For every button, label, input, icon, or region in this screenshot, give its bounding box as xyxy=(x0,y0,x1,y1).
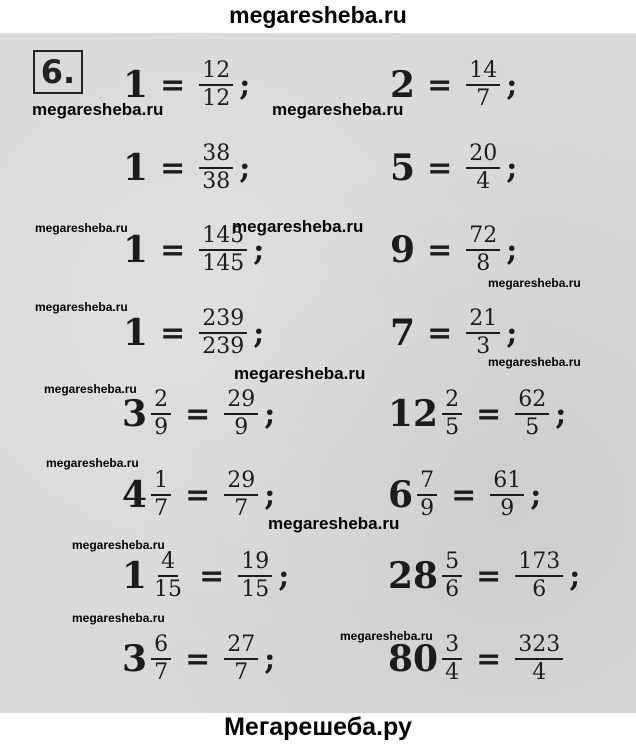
numerator: 72 xyxy=(466,225,500,251)
equation-9 xyxy=(122,389,275,439)
whole-part: 6 xyxy=(388,474,414,516)
denominator: 6 xyxy=(532,577,547,602)
fraction xyxy=(224,389,258,439)
equals-sign: = xyxy=(427,232,453,268)
numerator: 3 xyxy=(442,634,462,660)
equals-sign: = xyxy=(185,477,211,513)
equals-sign: = xyxy=(160,150,186,186)
fraction-part xyxy=(442,634,462,684)
semicolon: ; xyxy=(253,232,265,268)
fraction xyxy=(224,470,258,520)
task-number: 6. xyxy=(33,50,83,94)
equals-sign: = xyxy=(160,232,186,268)
equation-6 xyxy=(390,225,517,275)
fraction xyxy=(199,143,233,193)
fraction xyxy=(199,60,233,110)
denominator: 5 xyxy=(445,415,460,440)
whole-number: 1 xyxy=(123,147,149,189)
numerator: 12 xyxy=(199,60,233,86)
whole-part: 3 xyxy=(122,638,148,680)
watermark: megaresheba.ru xyxy=(268,514,400,533)
equals-sign: = xyxy=(160,67,186,103)
watermark: megaresheba.ru xyxy=(488,276,581,290)
semicolon: ; xyxy=(555,396,567,432)
site-header: megaresheba.ru xyxy=(229,2,407,28)
equation-2 xyxy=(390,60,517,110)
watermark: megaresheba.ru xyxy=(72,538,165,552)
equation-11 xyxy=(122,470,275,520)
denominator: 15 xyxy=(154,577,183,602)
denominator: 9 xyxy=(234,415,249,440)
fraction-part xyxy=(442,551,462,601)
semicolon: ; xyxy=(506,315,518,351)
mixed-number xyxy=(388,551,464,601)
whole-number: 5 xyxy=(390,147,416,189)
numerator: 5 xyxy=(442,551,462,577)
site-footer: Мегарешеба.ру xyxy=(224,713,412,741)
fraction xyxy=(515,389,549,439)
whole-part: 28 xyxy=(388,555,439,597)
denominator: 145 xyxy=(202,251,245,276)
denominator: 9 xyxy=(420,496,435,521)
fraction-part xyxy=(151,470,171,520)
fraction xyxy=(466,143,500,193)
equation-4 xyxy=(390,143,517,193)
fraction xyxy=(224,634,258,684)
fraction xyxy=(199,308,247,358)
whole-part: 1 xyxy=(122,555,148,597)
numerator: 145 xyxy=(199,225,247,251)
denominator: 7 xyxy=(154,496,169,521)
mixed-number xyxy=(388,470,439,520)
semicolon: ; xyxy=(253,315,265,351)
whole-part: 3 xyxy=(122,393,148,435)
semicolon: ; xyxy=(506,67,518,103)
equation-7 xyxy=(123,308,264,358)
semicolon: ; xyxy=(264,396,276,432)
numerator: 29 xyxy=(224,470,258,496)
fraction-part xyxy=(151,634,171,684)
semicolon: ; xyxy=(264,641,276,677)
fraction xyxy=(238,551,272,601)
denominator: 6 xyxy=(445,577,460,602)
numerator: 20 xyxy=(466,143,500,169)
watermark: megaresheba.ru xyxy=(32,100,164,119)
semicolon: ; xyxy=(239,67,251,103)
numerator: 239 xyxy=(199,308,247,334)
semicolon: ; xyxy=(506,150,518,186)
whole-part: 80 xyxy=(388,638,439,680)
equals-sign: = xyxy=(476,641,502,677)
watermark: megaresheba.ru xyxy=(46,456,139,470)
semicolon: ; xyxy=(239,150,251,186)
watermark: megaresheba.ru xyxy=(488,355,581,369)
fraction xyxy=(515,551,563,601)
fraction xyxy=(466,308,500,358)
denominator: 7 xyxy=(234,660,249,685)
numerator: 1 xyxy=(151,470,171,496)
fraction xyxy=(490,470,524,520)
denominator: 4 xyxy=(476,169,491,194)
equation-13 xyxy=(122,551,289,601)
denominator: 7 xyxy=(234,496,249,521)
fraction-part xyxy=(417,470,437,520)
equation-14 xyxy=(388,551,580,601)
denominator: 12 xyxy=(202,86,231,111)
denominator: 5 xyxy=(525,415,540,440)
numerator: 27 xyxy=(224,634,258,660)
watermark: megaresheba.ru xyxy=(72,611,165,625)
numerator: 6 xyxy=(151,634,171,660)
denominator: 9 xyxy=(154,415,169,440)
numerator: 19 xyxy=(238,551,272,577)
fraction xyxy=(515,634,563,684)
fraction xyxy=(466,60,500,110)
watermark: megaresheba.ru xyxy=(340,629,433,643)
fraction-part xyxy=(442,389,462,439)
numerator: 173 xyxy=(515,551,563,577)
whole-part: 4 xyxy=(122,474,148,516)
watermark: megaresheba.ru xyxy=(272,100,404,119)
whole-number: 1 xyxy=(123,64,149,106)
equals-sign: = xyxy=(476,396,502,432)
numerator: 2 xyxy=(151,389,171,415)
watermark: megaresheba.ru xyxy=(35,221,128,235)
fraction xyxy=(466,225,500,275)
numerator: 4 xyxy=(158,551,178,577)
equals-sign: = xyxy=(476,558,502,594)
numerator: 21 xyxy=(466,308,500,334)
denominator: 38 xyxy=(202,169,231,194)
mixed-number xyxy=(122,389,173,439)
equals-sign: = xyxy=(185,396,211,432)
equals-sign: = xyxy=(185,641,211,677)
denominator: 239 xyxy=(202,334,245,359)
equals-sign: = xyxy=(451,477,477,513)
numerator: 7 xyxy=(417,470,437,496)
equals-sign: = xyxy=(427,67,453,103)
fraction-part xyxy=(151,389,171,439)
whole-number: 9 xyxy=(390,229,416,271)
watermark: megaresheba.ru xyxy=(232,217,364,236)
equation-8 xyxy=(390,308,517,358)
equation-10 xyxy=(388,389,566,439)
denominator: 7 xyxy=(476,86,491,111)
whole-number: 2 xyxy=(390,64,416,106)
mixed-number xyxy=(122,634,173,684)
equals-sign: = xyxy=(427,150,453,186)
denominator: 15 xyxy=(241,577,270,602)
denominator: 4 xyxy=(532,660,547,685)
watermark: megaresheba.ru xyxy=(234,364,366,383)
denominator: 3 xyxy=(476,334,491,359)
denominator: 7 xyxy=(154,660,169,685)
numerator: 38 xyxy=(199,143,233,169)
mixed-number xyxy=(388,389,464,439)
equation-3 xyxy=(123,143,250,193)
mixed-number xyxy=(122,551,187,601)
numerator: 61 xyxy=(490,470,524,496)
equation-12 xyxy=(388,470,541,520)
whole-number: 1 xyxy=(123,229,149,271)
equals-sign: = xyxy=(160,315,186,351)
mixed-number xyxy=(122,470,173,520)
denominator: 8 xyxy=(476,251,491,276)
equals-sign: = xyxy=(427,315,453,351)
fraction-part xyxy=(151,551,185,601)
denominator: 9 xyxy=(500,496,515,521)
whole-part: 12 xyxy=(388,393,439,435)
numerator: 29 xyxy=(224,389,258,415)
whole-number: 7 xyxy=(390,312,416,354)
numerator: 62 xyxy=(515,389,549,415)
numerator: 14 xyxy=(466,60,500,86)
whole-number: 1 xyxy=(123,312,149,354)
numerator: 2 xyxy=(442,389,462,415)
watermark: megaresheba.ru xyxy=(44,382,137,396)
equation-15 xyxy=(122,634,275,684)
semicolon: ; xyxy=(530,477,542,513)
equals-sign: = xyxy=(199,558,225,594)
numerator: 323 xyxy=(515,634,563,660)
semicolon: ; xyxy=(278,558,290,594)
semicolon: ; xyxy=(569,558,581,594)
denominator: 4 xyxy=(445,660,460,685)
semicolon: ; xyxy=(264,477,276,513)
watermark: megaresheba.ru xyxy=(35,300,128,314)
semicolon: ; xyxy=(506,232,518,268)
